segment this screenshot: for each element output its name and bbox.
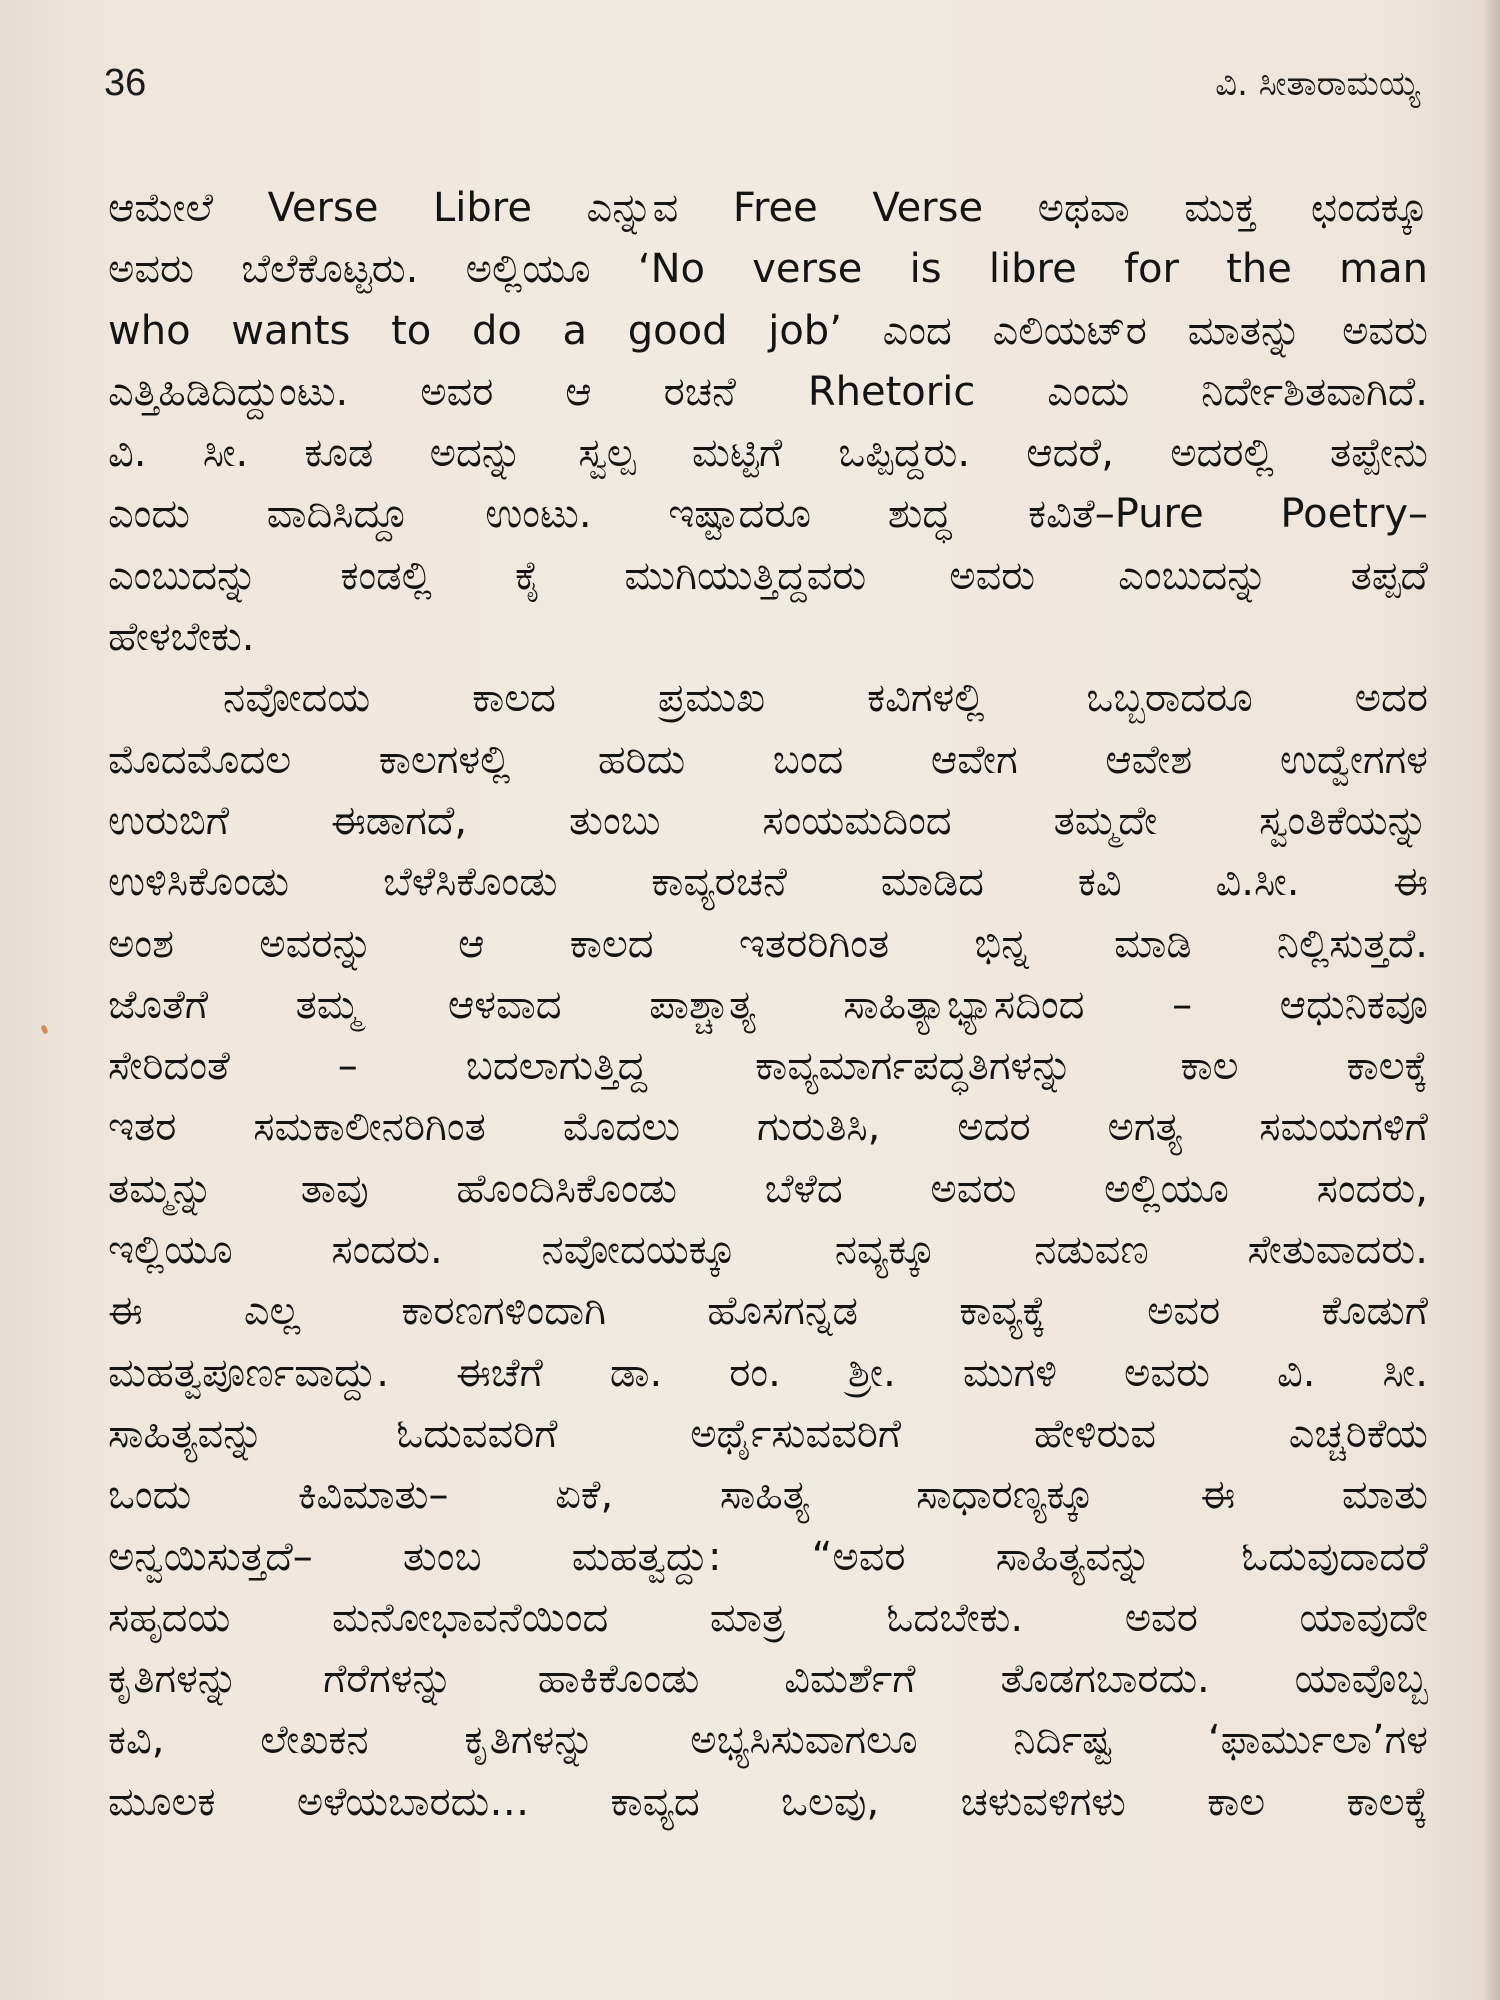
running-head-author: ವಿ. ಸೀತಾರಾಮಯ್ಯ [1215,64,1420,104]
text-line: ಮೊದಮೊದಲ ಕಾಲಗಳಲ್ಲಿ ಹರಿದು ಬಂದ ಆವೇಗ ಆವೇಶ ಉದ್ವೇಗಗಳ [108,736,1428,783]
text-line: ಅಂಶ ಅವರನ್ನು ಆ ಕಾಲದ ಇತರರಿಗಿಂತ ಭಿನ್ನ ಮಾಡಿ ನಿಲ್ಲಿಸುತ್ತದೆ. [108,920,1428,967]
text-line: ವಿ. ಸೀ. ಕೂಡ ಅದನ್ನು ಸ್ವಲ್ಪ ಮಟ್ಟಿಗೆ ಒಪ್ಪಿದ್ದರು. ಆದರೆ, ಅದರಲ್ಲಿ ತಪ್ಪೇನು [108,430,1428,477]
text-line: ಎಂಬುದನ್ನು ಕಂಡಲ್ಲಿ ಕೈ ಮುಗಿಯುತ್ತಿದ್ದವರು ಅವರು ಎಂಬುದನ್ನು ತಪ್ಪದೆ [108,552,1428,599]
text-line: ಸಾಹಿತ್ಯವನ್ನು ಓದುವವರಿಗೆ ಅರ್ಥೈಸುವವರಿಗೆ ಹೇಳಿರುವ ಎಚ್ಚರಿಕೆಯ [108,1410,1428,1457]
body-text [108,178,1428,1833]
text-line: ಎತ್ತಿಹಿಡಿದಿದ್ದುಂಟು. ಅವರ ಆ ರಚನೆ Rhetoric ಎಂದು ನಿರ್ದೇಶಿತವಾಗಿದೆ. [108,368,1428,415]
text-line: ಉಳಿಸಿಕೊಂಡು ಬೆಳೆಸಿಕೊಂಡು ಕಾವ್ಯರಚನೆ ಮಾಡಿದ ಕವಿ ವಿ.ಸೀ. ಈ [108,859,1428,906]
text-line: ಸೇರಿದಂತೆ – ಬದಲಾಗುತ್ತಿದ್ದ ಕಾವ್ಯಮಾರ್ಗಪದ್ಧತಿಗಳನ್ನು ಕಾಲ ಕಾಲಕ್ಕೆ [108,1043,1428,1090]
text-line: ಇಲ್ಲಿಯೂ ಸಂದರು. ನವೋದಯಕ್ಕೂ ನವ್ಯಕ್ಕೂ ನಡುವಣ ಸೇತುವಾದರು. [108,1227,1428,1274]
page-number: 36 [104,62,147,104]
text-line: ಅನ್ವಯಿಸುತ್ತದೆ– ತುಂಬ ಮಹತ್ವದ್ದು: “ಅವರ ಸಾಹಿತ್ಯವನ್ನು ಓದುವುದಾದರೆ [108,1533,1428,1580]
text-line: ತಮ್ಮನ್ನು ತಾವು ಹೊಂದಿಸಿಕೊಂಡು ಬೆಳೆದ ಅವರು ಅಲ್ಲಿಯೂ ಸಂದರು, [108,1165,1428,1212]
text-line: ಹೇಳಬೇಕು. [108,614,255,661]
text-line: ಮೂಲಕ ಅಳೆಯಬಾರದು… ಕಾವ್ಯದ ಒಲವು, ಚಳುವಳಿಗಳು ಕಾಲ ಕಾಲಕ್ಕೆ [108,1778,1428,1825]
text-line: ಕೃತಿಗಳನ್ನು ಗೆರೆಗಳನ್ನು ಹಾಕಿಕೊಂಡು ವಿಮರ್ಶೆಗೆ ತೊಡಗಬಾರದು. ಯಾವೊಬ್ಬ [108,1656,1428,1703]
text-line: ಮಹತ್ವಪೂರ್ಣವಾದ್ದು. ಈಚೆಗೆ ಡಾ. ರಂ. ಶ್ರೀ. ಮುಗಳಿ ಅವರು ವಿ. ಸೀ. [108,1349,1428,1396]
text-line: ಸಹೃದಯ ಮನೋಭಾವನೆಯಿಂದ ಮಾತ್ರ ಓದಬೇಕು. ಅವರ ಯಾವುದೇ [108,1594,1428,1641]
text-line: ಜೊತೆಗೆ ತಮ್ಮ ಆಳವಾದ ಪಾಶ್ಚಾತ್ಯ ಸಾಹಿತ್ಯಾಭ್ಯಾಸದಿಂದ – ಆಧುನಿಕವೂ [108,981,1428,1028]
text-line: ಕವಿ, ಲೇಖಕನ ಕೃತಿಗಳನ್ನು ಅಭ್ಯಸಿಸುವಾಗಲೂ ನಿರ್ದಿಷ್ಟ ‘ಫಾರ್ಮುಲಾ’ಗಳ [108,1717,1428,1764]
text-line: ಅವರು ಬೆಲೆಕೊಟ್ಟರು. ಅಲ್ಲಿಯೂ ‘No verse is libre for the man [108,246,1428,293]
text-line: ಎಂದು ವಾದಿಸಿದ್ದೂ ಉಂಟು. ಇಷ್ಟಾದರೂ ಶುದ್ಧ ಕವಿತೆ–Pure Poetry– [108,491,1428,538]
text-line: ಉರುಬಿಗೆ ಈಡಾಗದೆ, ತುಂಬು ಸಂಯಮದಿಂದ ತಮ್ಮದೇ ಸ್ವಂತಿಕೆಯನ್ನು [108,797,1428,844]
text-line: ಇತರ ಸಮಕಾಲೀನರಿಗಿಂತ ಮೊದಲು ಗುರುತಿಸಿ, ಅದರ ಅಗತ್ಯ ಸಮಯಗಳಿಗೆ [108,1104,1428,1151]
text-line: ಒಂದು ಕಿವಿಮಾತು– ಏಕೆ, ಸಾಹಿತ್ಯ ಸಾಧಾರಣ್ಯಕ್ಕೂ ಈ ಮಾತು [108,1472,1428,1519]
text-line: ಈ ಎಲ್ಲ ಕಾರಣಗಳಿಂದಾಗಿ ಹೊಸಗನ್ನಡ ಕಾವ್ಯಕ್ಕೆ ಅವರ ಕೊಡುಗೆ [108,1288,1428,1335]
page-gutter-shadow [1482,0,1500,2000]
text-line: who wants to do a good job’ ಎಂದ ಎಲಿಯಟ್‌ರ ಮಾತನ್ನು ಅವರು [108,307,1428,354]
text-line: ನವೋದಯ ಕಾಲದ ಪ್ರಮುಖ ಕವಿಗಳಲ್ಲಿ ಒಬ್ಬರಾದರೂ ಅದರ [223,675,1428,722]
text-line: ಆಮೇಲೆ Verse Libre ಎನ್ನುವ Free Verse ಅಥವಾ ಮುಕ್ತ ಛಂದಕ್ಕೂ [108,185,1428,231]
page-header [104,58,1420,118]
ink-spot [40,1024,48,1034]
